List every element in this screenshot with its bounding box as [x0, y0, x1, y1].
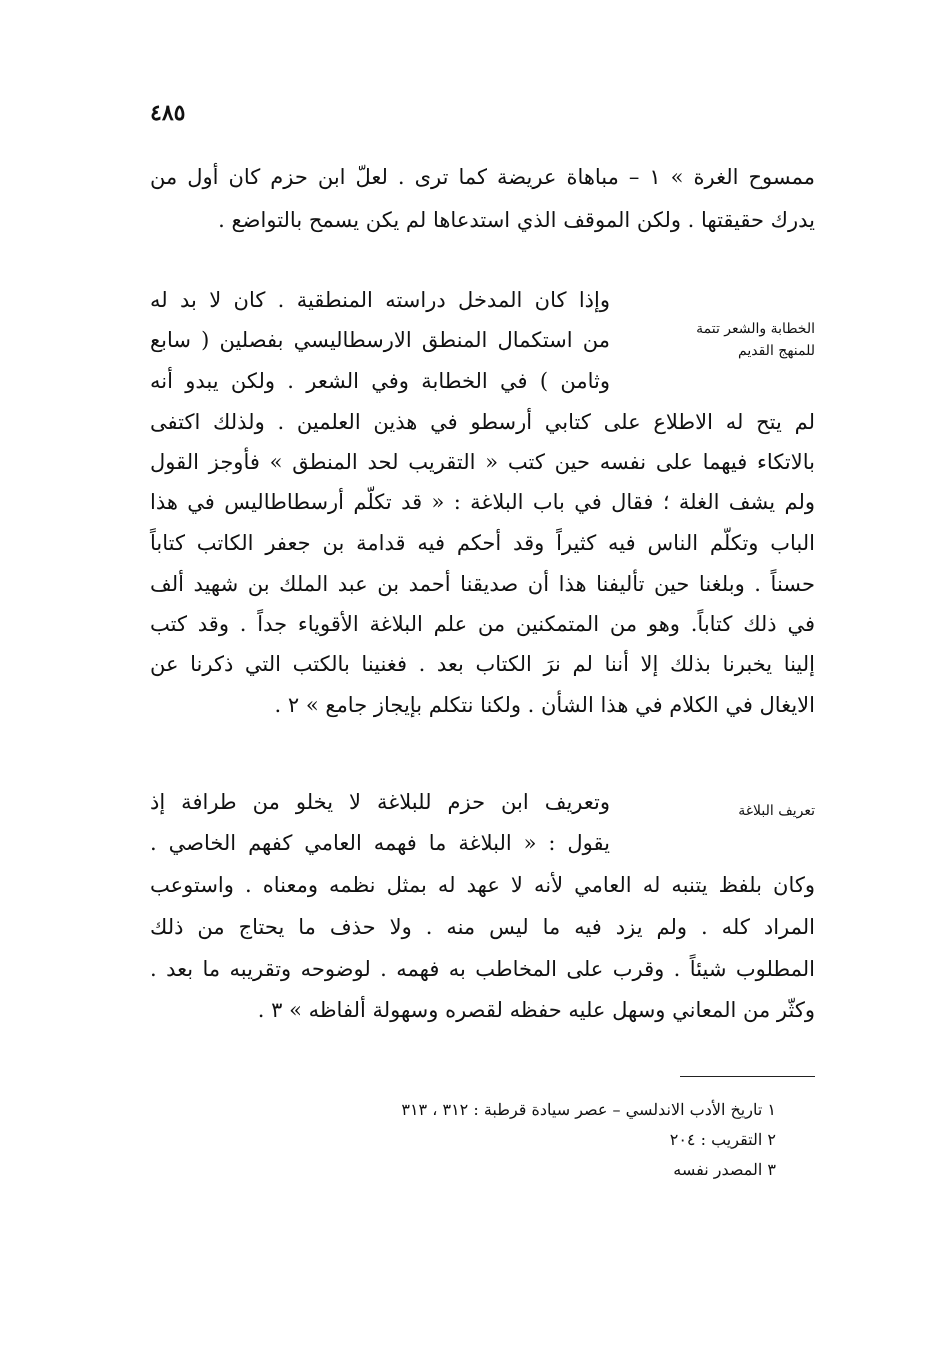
- footnote-3: ٣ المصدر نفسه: [673, 1160, 776, 1179]
- page-number: ٤٨٥: [150, 100, 186, 126]
- text-line: وثامن ) في الخطابة وفي الشعر . ولكن يبدو أنه: [150, 369, 610, 393]
- text-line: حسناً . وبلغنا حين تأليفنا هذا أن صديقنا أحمد بن عبد الملك بن شهيد ألف: [150, 572, 815, 596]
- text-line: يدرك حقيقتها . ولكن الموقف الذي استدعاها لم يكن يسمح بالتواضع .: [218, 208, 815, 232]
- text-line: في ذلك كتاباً. وهو من المتمكنين من علم البلاغة الأقوياء جداً . وقد كتب: [150, 612, 815, 636]
- text-line: المراد كله . ولم يزد فيه ما ليس منه . ولا حذف ما يحتاج من ذلك: [150, 915, 815, 939]
- text-line: لم يتح له الاطلاع على كتابي أرسطو في هذين العلمين . ولذلك اكتفى: [150, 410, 815, 434]
- footnote-1: ١ تاريخ الأدب الاندلسي – عصر سيادة قرطبة : ٣١٢ ، ٣١٣: [401, 1100, 776, 1119]
- text-line: المطلوب شيئاً . وقرب على المخاطب به فهمه . لوضوحه وتقريبه ما بعد .: [150, 957, 815, 981]
- text-line: ممسوح الغرة » ١ – مباهاة عريضة كما ترى . لعلّ ابن حزم كان أول من: [150, 165, 816, 189]
- text-line: بالاتكاء فيهما على نفسه حين كتب « التقريب لحد المنطق » فأوجز القول: [150, 450, 815, 474]
- text-line: وكان بلفظ يتنبه له العامي لأنه لا عهد له بمثل نظمه ومعناه . واستوعب: [150, 873, 815, 897]
- footnote-2: ٢ التقريب : ٢٠٤: [669, 1130, 776, 1149]
- text-line: يقول : « البلاغة ما فهمه العامي كفهم الخاصي .: [150, 831, 610, 855]
- text-line: وكثّر من المعاني وسهل عليه حفظه لقصره وسهولة ألفاظه » ٣ .: [257, 998, 815, 1022]
- text-line: الباب وتكلّم الناس فيه كثيراً وقد أحكم فيه قدامة بن جعفر الكاتب كتاباً: [150, 531, 815, 555]
- text-line: إلينا يخبرنا بذلك إلا أننا لم نرَ الكتاب بعد . فغنينا بالكتب التي ذكرنا عن: [150, 652, 815, 676]
- text-line: وإذا كان المدخل دراسته المنطقية . كان لا بد له: [150, 288, 610, 312]
- text-line: ولم يشف الغلة ؛ فقال في باب البلاغة : « قد تكلّم أرسطاطاليس في هذا: [150, 490, 815, 514]
- footnote-divider: [680, 1076, 815, 1077]
- margin-note-eloquence-definition: تعريف البلاغة: [738, 803, 815, 819]
- text-line: الايغال في الكلام في هذا الشأن . ولكنا نتكلم بإيجاز جامع » ٢ .: [274, 693, 815, 717]
- text-line: من استكمال المنطق الارسطاليسي بفصلين ( سابع: [150, 328, 610, 352]
- margin-note-rhetoric-poetry: الخطابة والشعر تتمة للمنهج القديم: [696, 321, 815, 359]
- text-line: وتعريف ابن حزم للبلاغة لا يخلو من طرافة إذ: [150, 790, 610, 814]
